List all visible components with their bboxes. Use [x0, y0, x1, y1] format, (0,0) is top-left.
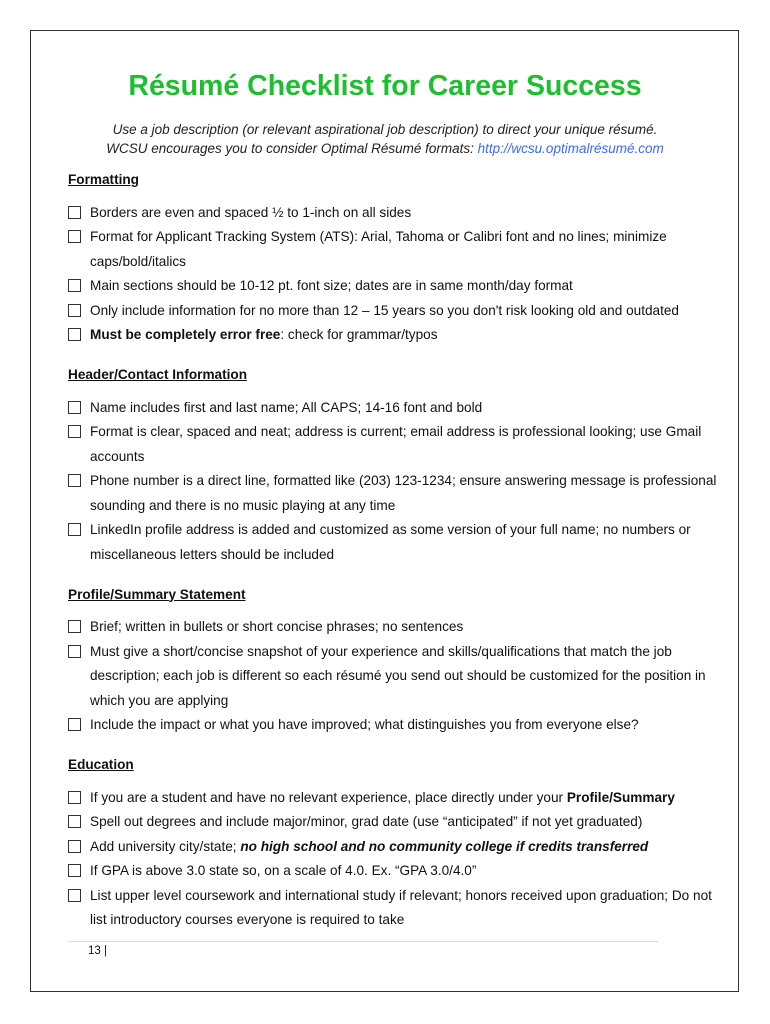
intro-line-2-text: WCSU encourages you to consider Optimal Résumé formats:	[106, 141, 478, 156]
checklist-item	[68, 201, 718, 226]
section-heading: Header/Contact Information	[68, 367, 248, 382]
checklist-item	[68, 225, 718, 274]
section-heading: Education	[68, 757, 134, 772]
checklist-item	[68, 859, 718, 884]
checklist-item	[68, 274, 718, 299]
item-text: Only include information for no more than 12 – 15 years so you don't risk looking old and outdated	[90, 302, 679, 318]
item-text: Main sections should be 10-12 pt. font size; dates are in same month/day format	[90, 278, 573, 293]
checkbox[interactable]	[68, 474, 81, 487]
intro-text	[0, 120, 770, 158]
item-text: Borders are even and spaced ½ to 1-inch on all sides	[90, 204, 412, 220]
checkbox[interactable]	[68, 645, 81, 658]
checklist-item	[68, 420, 718, 469]
item-text: : check for grammar/typos	[280, 327, 438, 342]
item-text: no high school and no community college if credits transferred	[240, 838, 649, 854]
item-text: Profile/Summary	[566, 789, 675, 805]
checklist-item	[68, 518, 718, 567]
checkbox[interactable]	[68, 279, 81, 292]
item-text: Format is clear, spaced and neat; address is current; email address is professional looking; use Gmail accounts	[90, 424, 702, 464]
item-text: If you are a student and have no relevant experience, place directly under your	[90, 789, 567, 805]
checklist-item	[68, 884, 718, 933]
checklist-item	[68, 615, 718, 640]
checkbox[interactable]	[68, 230, 81, 243]
checkbox[interactable]	[68, 840, 81, 853]
checkbox[interactable]	[68, 620, 81, 633]
item-text: Add university city/state;	[90, 838, 241, 854]
section-heading: Profile/Summary Statement	[68, 586, 246, 602]
item-text: Include the impact or what you have improved; what distinguishes you from everyone else?	[90, 717, 639, 732]
checkbox[interactable]	[68, 328, 81, 341]
footer-divider	[68, 941, 658, 942]
item-text: Must be completely error free	[90, 327, 281, 342]
checklist-item	[68, 323, 718, 348]
checkbox[interactable]	[68, 815, 81, 828]
item-text: Brief; written in bullets or short concise phrases; no sentences	[90, 619, 464, 634]
checkbox[interactable]	[68, 718, 81, 731]
checkbox[interactable]	[68, 523, 81, 536]
checkbox[interactable]	[68, 791, 81, 804]
checklist-item	[68, 713, 718, 738]
intro-line-1: Use a job description (or relevant aspirational job description) to direct your unique résumé.	[112, 122, 658, 137]
item-text: Phone number is a direct line, formatted like (203) 123-1234; ensure answering message is professional sounding and there is no music playing at any time	[90, 473, 717, 513]
checklist-item	[68, 835, 718, 860]
checklist-item	[68, 810, 718, 835]
section-heading: Formatting	[68, 172, 139, 187]
page-title: Résumé Checklist for Career Success	[128, 70, 642, 102]
checkbox[interactable]	[68, 425, 81, 438]
checklist	[68, 168, 718, 933]
checkbox[interactable]	[68, 889, 81, 902]
item-text: Name includes first and last name; All CAPS; 14-16 font and bold	[90, 399, 483, 415]
checklist-item	[68, 396, 718, 421]
item-text: Spell out degrees and include major/minor, grad date (use “anticipated” if not yet graduated)	[90, 814, 643, 829]
checklist-item	[68, 786, 718, 811]
item-text: If GPA is above 3.0 state so, on a scale of 4.0. Ex. “GPA 3.0/4.0”	[90, 863, 477, 878]
item-text: LinkedIn profile address is added and customized as some version of your full name; no numbers or miscellaneous letters should be included	[90, 522, 691, 562]
checkbox[interactable]	[68, 864, 81, 877]
checkbox[interactable]	[68, 304, 81, 317]
optimal-resume-link[interactable]: http://wcsu.optimalrésumé.com	[477, 141, 664, 156]
checklist-item	[68, 469, 718, 518]
item-text: Format for Applicant Tracking System (ATS): Arial, Tahoma or Calibri font and no lines; minimize caps/bold/italics	[90, 229, 667, 269]
checklist-item	[68, 299, 718, 324]
item-text: List upper level coursework and international study if relevant; honors received upon graduation; Do not list introductory courses everyone is required to take	[90, 887, 712, 927]
intro-line-2	[0, 139, 770, 158]
page-number: 13 |	[88, 945, 107, 957]
item-text: Must give a short/concise snapshot of your experience and skills/qualifications that match the job description; each job is different so each résumé you send out should be customized for the position in which you are applying	[90, 643, 706, 708]
checklist-item	[68, 640, 718, 714]
checkbox[interactable]	[68, 401, 81, 414]
checkbox[interactable]	[68, 206, 81, 219]
